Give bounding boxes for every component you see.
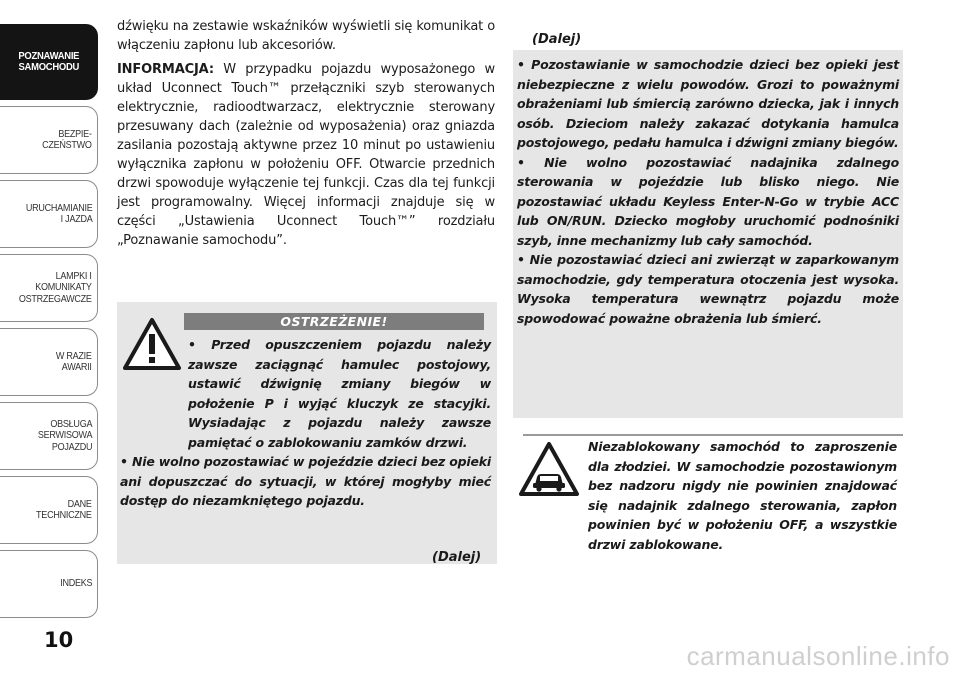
continued-label: (Dalej) — [532, 32, 582, 47]
intro-paragraph: dźwięku na zestawie wskaźników wyświetli się komunikat o włączeniu zapłonu lub akcesoriów. — [117, 19, 495, 53]
tab-obsluga-serwisowa[interactable] — [0, 402, 98, 470]
info-label: INFORMACJA: — [117, 62, 214, 77]
warning-bullet-4: • Nie wolno pozostawiać nadajnika zdalnego sterowania w pojeździe lub blisko niego. Nie pozostawiać układu Keyless Enter-N-Go w trybie ACC lub ON/RUN. Dziecko mogłoby uruchomić podnośniki szyb, inne mechanizmy lub cały samochód. — [517, 154, 899, 248]
warning-title: OSTRZEŻENIE! — [184, 313, 484, 330]
warning-bullet-2: • Nie wolno pozostawiać w pojeździe dzieci bez opieki ani dopuszczać do sytuacji, w której mogłyby mieć dostęp do niezamkniętego pojazdu. — [120, 454, 491, 508]
tab-indeks[interactable] — [0, 550, 98, 618]
theft-note-text: Niezablokowany samochód to zaproszenie dla złodziei. W samochodzie pozostawionym bez nadzoru nigdy nie powinien znajdować się nadajnik zdalnego sterowania, zapłon powinien być w położeniu OFF, a wszystkie drzwi zablokowane. — [588, 439, 897, 552]
watermark: carmanualsonline.info — [686, 641, 950, 671]
continued-label: (Dalej) — [432, 550, 482, 565]
tab-label: OBSŁUGA SERWISOWA POJAZDU — [37, 417, 92, 453]
warning-text-continued — [517, 55, 899, 328]
tab-label: DANE TECHNICZNE — [36, 497, 92, 521]
theft-note — [520, 437, 897, 554]
warning-bullet-3: • Pozostawianie w samochodzie dzieci bez opieki jest niebezpieczne z wielu powodów. Grozi to poważnymi obrażeniami lub śmiercią zarówno dziecka, jak i innych osób. Dzieciom należy zakazać dotykania hamulca postojowego, pedału hamulca i dźwigni zmiany biegów. — [517, 57, 899, 150]
tab-label: LAMPKI I KOMUNIKATY OSTRZEGAWCZE — [19, 269, 92, 305]
tab-label: POZNAWANIE SAMOCHODU — [18, 49, 79, 73]
warning-bullet-5: • Nie pozostawiać dzieci ani zwierząt w zaparkowanym samochodzie, gdy temperatura otoczenia jest wysoka. Wysoka temperatura wewnątrz pojazdu może spowodować poważne obrażenia lub śmierć. — [517, 252, 899, 326]
left-column — [117, 17, 495, 250]
info-text: W przypadku pojazdu wyposażonego w układ Uconnect Touch™ przełączniki szyb sterowanych elektrycznie, radioodtwarzacz, elektrycznie sterowany przesuwany dach (zależnie od wyposażenia) oraz gniazda zasilania pozostają aktywne przez 10 minut po ustawieniu wyłącznika zapłonu w położeniu OFF. Otwarcie przednich drzwi spowoduje wyłączenie tej funkcji. Czas dla tej funkcji jest programowalny. Więcej informacji znajduje się w części „Ustawienia Uconnect Touch™” rozdziału „Poznawanie samochodu”. — [117, 62, 495, 248]
tab-lampki-komunikaty[interactable] — [0, 254, 98, 322]
tab-poznawanie-samochodu[interactable] — [0, 24, 98, 100]
tab-dane-techniczne[interactable] — [0, 476, 98, 544]
tab-label: W RAZIE AWARII — [56, 349, 92, 373]
note-divider — [523, 434, 903, 436]
tab-w-razie-awarii[interactable] — [0, 328, 98, 396]
tab-label: URUCHAMIANIE I JAZDA — [25, 201, 92, 225]
tab-label: INDEKS — [59, 577, 92, 590]
tab-bezpieczenstwo[interactable] — [0, 106, 98, 174]
info-paragraph — [117, 60, 495, 250]
warning-text — [120, 335, 491, 511]
tab-label: BEZPIE- CZEŃSTWO — [42, 127, 92, 151]
page-number: 10 — [44, 628, 74, 652]
warning-bullet-1: • Przed opuszczeniem pojazdu należy zawsze zaciągnąć hamulec postojowy, ustawić dźwignię zmiany biegów w położenie P i wyjąć kluczyk ze stacyjki. Wysiadając z pojazdu należy zawsze pamiętać o zablokowaniu zamków drzwi. — [188, 337, 491, 450]
tab-uruchamianie-i-jazda[interactable] — [0, 180, 98, 248]
